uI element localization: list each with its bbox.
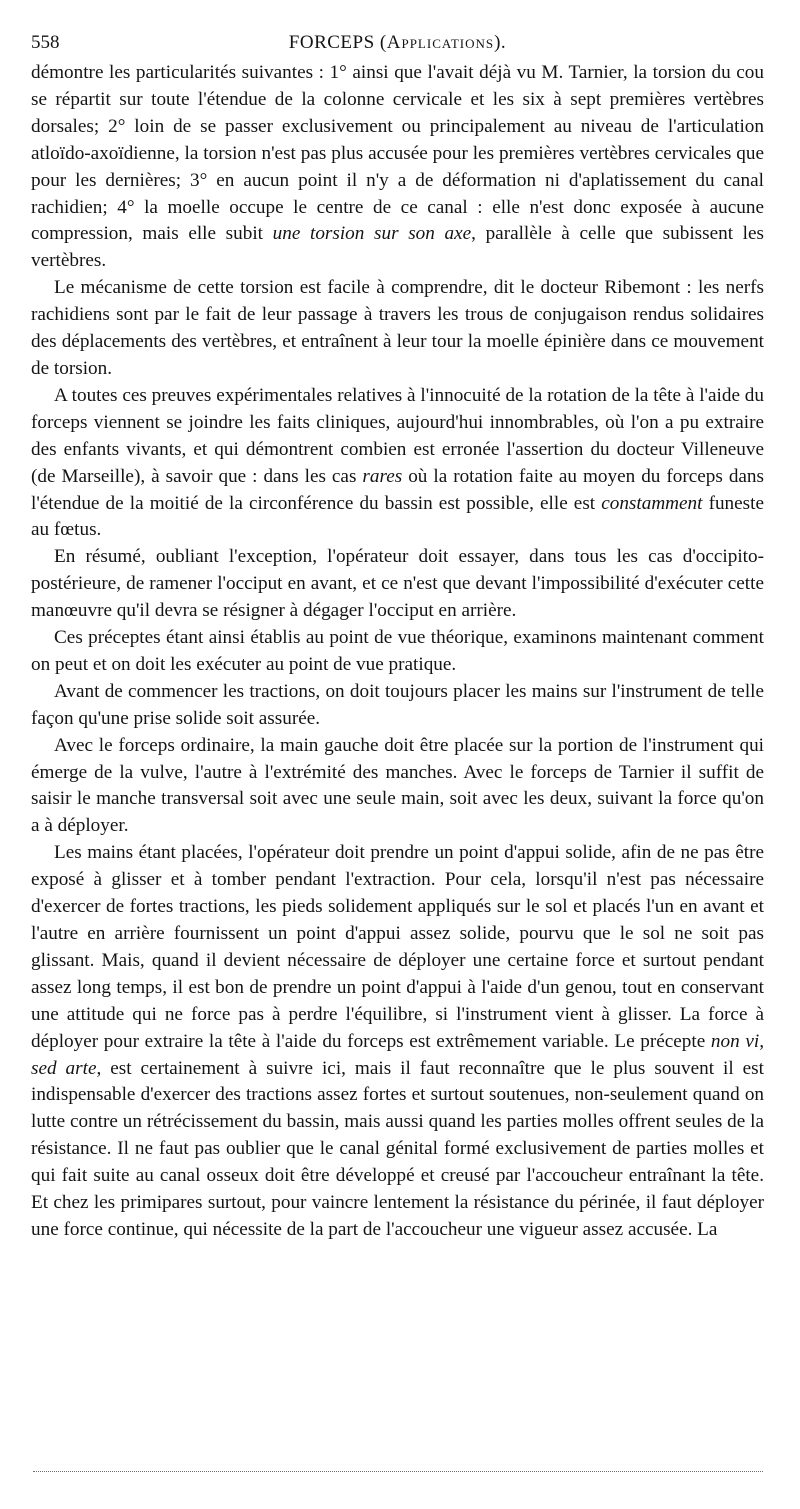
text-run: Les mains étant placées, l'opérateur doit prendre un point d'appui solide, afin de ne pas être exposé à glisser et à tomber pendant l'extraction. Pour cela, lorsqu'il n'est pas nécessaire d'exercer de fortes tractions, les pieds solidement appliqués sur le sol et placés l'un en avant et l'autre en arrière fournissent un point d'appui assez solide, pourvu que le sol ne soit pas glissant. Mais, quand il devient nécessaire de déployer une certaine force et surtout pendant assez long temps, il est bon de prendre un point d'appui à l'aide d'un genou, tout en conservant une attitude qui ne force pas à perdre l'équilibre, si l'instrument vient à glisser. La force à déployer pour extraire la tête à l'aide du forceps est extrêmement variable. Le précepte — [31, 842, 764, 1052]
page-number: 558 — [31, 32, 60, 53]
running-title — [31, 30, 764, 56]
italic-text: rares — [362, 465, 403, 487]
text-run: funeste au fœtus. — [31, 492, 764, 541]
text-run: où la rotation faite au moyen du forceps dans l'étendue de la moitié de la circonférence du bassin est possible, elle est — [31, 465, 764, 514]
paragraph-p8 — [31, 840, 764, 1244]
page-header — [31, 30, 764, 56]
paragraph-p7 — [31, 733, 764, 841]
paragraph-p4 — [31, 544, 764, 625]
body-text — [31, 60, 764, 1244]
text-run: Avant de commencer les tractions, on doit toujours placer les mains sur l'instrument de telle façon qu'une prise solide soit assurée. — [31, 680, 764, 729]
paragraph-p5 — [31, 625, 764, 679]
text-run: En résumé, oubliant l'exception, l'opérateur doit essayer, dans tous les cas d'occipito-postérieure, de ramener l'occiput en avant, et ce n'est que devant l'impossibilité d'exécuter cette manœuvre qu'il devra se résigner à dégager l'occiput en arrière. — [31, 546, 764, 622]
text-run: Avec le forceps ordinaire, la main gauche doit être placée sur la portion de l'instrument qui émerge de la vulve, l'autre à l'extrémité des manches. Avec le forceps de Tarnier il suffit de saisir le manche transversal soit avec une seule main, soit avec les deux, suivant la force qu'on a à déployer. — [31, 734, 764, 837]
text-run: Le mécanisme de cette torsion est facile à comprendre, dit le docteur Ribemont : les nerfs rachidiens sont par le fait de leur passage à travers les trous de conjugaison rendus solidaires des déplacements des vertèbres, et entraînent à leur tour la moelle épinière dans ce mouvement de torsion. — [31, 277, 764, 379]
text-run: , parallèle à celle que subissent les vertèbres. — [31, 223, 764, 272]
footer-rule — [33, 1471, 763, 1472]
book-page — [31, 30, 764, 1244]
running-title-paren-open: ( — [374, 32, 387, 53]
text-run: A toutes ces preuves expérimentales relatives à l'innocuité de la rotation de la tête à l'aide du forceps viennent se joindre les faits cliniques, aujourd'hui innombrables, où l'on a pu extraire des enfants vivants, et qui démontrent combien est erronée l'assertion du docteur Villeneuve (de Marseille), à savoir que : dans les cas — [31, 384, 764, 487]
italic-text: une torsion sur son axe — [272, 223, 472, 245]
italic-text: constamment — [601, 492, 703, 514]
running-title-sub: Applications — [386, 32, 495, 53]
text-run: Ces préceptes étant ainsi établis au point de vue théorique, examinons maintenant comment on peut et on doit les exécuter au point de vue pratique. — [31, 627, 764, 675]
paragraph-p1 — [31, 60, 764, 275]
paragraph-p3 — [31, 383, 764, 544]
running-title-paren-close: ). — [494, 32, 507, 53]
paragraph-p2 — [31, 275, 764, 383]
text-run: démontre les particularités suivantes : 1° ainsi que l'avait déjà vu M. Tarnier, la torsion du cou se répartit sur toute l'étendue de la colonne cervicale et les six à sept premières vertèbres dorsales; 2° loin de se passer exclusivement ou principalement au niveau de l'articulation atloïdo-axoïdienne, la torsion n'est pas plus accusée pour les premières vertèbres cervicales que pour les dernières; 3° en aucun point il n'y a de déformation ni d'aplatissement du canal rachidien; 4° la moelle occupe le centre de ce canal : elle n'est donc exposée à aucune compression, mais elle subit — [31, 62, 764, 245]
running-title-main: FORCEPS — [288, 32, 375, 53]
paragraph-p6 — [31, 679, 764, 733]
text-run: , est certainement à suivre ici, mais il faut reconnaître que le plus souvent il est indispensable d'exercer des tractions assez fortes et surtout soutenues, non-seulement quand on lutte contre un rétrécissement du bassin, mais aussi quand les parties molles offrent seules de la résistance. Il ne faut pas oublier que le canal génital formé exclusivement de parties molles et qui fait suite au canal osseux doit être développé et creusé par l'accoucheur entraînant la tête. Et chez les primipares surtout, pour vaincre lentement la résistance du périnée, il faut déployer une force continue, qui nécessite de la part de l'accoucheur une vigueur assez accusée. La — [31, 1057, 764, 1240]
italic-text: non vi, sed arte — [31, 1030, 764, 1079]
